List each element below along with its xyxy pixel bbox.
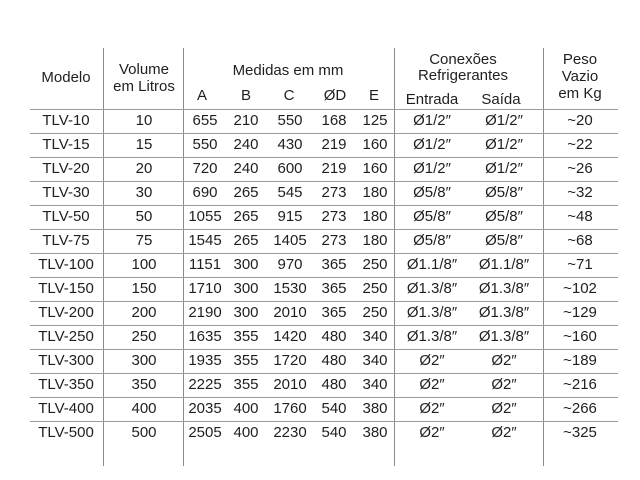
cell-volume: 100 bbox=[131, 256, 157, 273]
cell-entrada: Ø2″ bbox=[419, 376, 445, 393]
cell-entrada: Ø5/8″ bbox=[413, 232, 451, 249]
cell-a: 1545 bbox=[188, 232, 222, 249]
cell-volume: 400 bbox=[131, 400, 157, 417]
cell-d: 273 bbox=[321, 184, 347, 201]
cell-modelo: TLV-300 bbox=[38, 352, 94, 369]
cell-a: 1635 bbox=[188, 328, 222, 345]
header-modelo: Modelo bbox=[41, 69, 91, 86]
cell-peso: ~102 bbox=[563, 280, 597, 297]
row-divider bbox=[30, 301, 618, 302]
header-medidas: Medidas em mm bbox=[232, 62, 344, 79]
row-divider bbox=[30, 109, 618, 110]
cell-d: 540 bbox=[321, 424, 347, 441]
row-divider bbox=[30, 205, 618, 206]
cell-a: 2505 bbox=[188, 424, 222, 441]
cell-c: 1405 bbox=[273, 232, 307, 249]
cell-b: 355 bbox=[233, 328, 259, 345]
cell-volume: 15 bbox=[135, 136, 153, 153]
header-saida: Saída bbox=[481, 91, 521, 108]
cell-modelo: TLV-15 bbox=[42, 136, 90, 153]
cell-e: 250 bbox=[362, 304, 388, 321]
cell-peso: ~325 bbox=[563, 424, 597, 441]
cell-peso: ~216 bbox=[563, 376, 597, 393]
cell-entrada: Ø2″ bbox=[419, 400, 445, 417]
cell-e: 180 bbox=[362, 208, 388, 225]
cell-modelo: TLV-20 bbox=[42, 160, 90, 177]
cell-a: 655 bbox=[192, 112, 218, 129]
header-entrada: Entrada bbox=[405, 91, 459, 108]
cell-b: 240 bbox=[233, 160, 259, 177]
cell-saida: Ø1/2″ bbox=[485, 112, 523, 129]
cell-e: 340 bbox=[362, 376, 388, 393]
row-divider bbox=[30, 397, 618, 398]
cell-b: 400 bbox=[233, 424, 259, 441]
row-divider bbox=[30, 349, 618, 350]
cell-e: 340 bbox=[362, 352, 388, 369]
cell-volume: 350 bbox=[131, 376, 157, 393]
cell-b: 240 bbox=[233, 136, 259, 153]
cell-saida: Ø1.3/8″ bbox=[478, 280, 530, 297]
cell-volume: 150 bbox=[131, 280, 157, 297]
cell-d: 480 bbox=[321, 376, 347, 393]
cell-entrada: Ø1/2″ bbox=[413, 136, 451, 153]
cell-b: 355 bbox=[233, 352, 259, 369]
header-volume-line1: Volume bbox=[118, 61, 170, 78]
cell-a: 690 bbox=[192, 184, 218, 201]
cell-modelo: TLV-250 bbox=[38, 328, 94, 345]
cell-a: 720 bbox=[192, 160, 218, 177]
cell-a: 1055 bbox=[188, 208, 222, 225]
cell-a: 550 bbox=[192, 136, 218, 153]
cell-entrada: Ø1/2″ bbox=[413, 112, 451, 129]
cell-b: 300 bbox=[233, 280, 259, 297]
cell-c: 915 bbox=[277, 208, 303, 225]
cell-c: 430 bbox=[277, 136, 303, 153]
cell-saida: Ø5/8″ bbox=[485, 208, 523, 225]
cell-e: 250 bbox=[362, 280, 388, 297]
cell-peso: ~266 bbox=[563, 400, 597, 417]
cell-e: 340 bbox=[362, 328, 388, 345]
cell-saida: Ø1/2″ bbox=[485, 160, 523, 177]
cell-saida: Ø5/8″ bbox=[485, 232, 523, 249]
row-divider bbox=[30, 421, 618, 422]
cell-entrada: Ø2″ bbox=[419, 352, 445, 369]
row-divider bbox=[30, 373, 618, 374]
cell-modelo: TLV-100 bbox=[38, 256, 94, 273]
cell-volume: 10 bbox=[135, 112, 153, 129]
cell-c: 550 bbox=[277, 112, 303, 129]
cell-entrada: Ø5/8″ bbox=[413, 208, 451, 225]
cell-peso: ~20 bbox=[567, 112, 593, 129]
cell-a: 1935 bbox=[188, 352, 222, 369]
cell-a: 1710 bbox=[188, 280, 222, 297]
cell-d: 540 bbox=[321, 400, 347, 417]
cell-peso: ~160 bbox=[563, 328, 597, 345]
cell-modelo: TLV-150 bbox=[38, 280, 94, 297]
cell-d: 480 bbox=[321, 328, 347, 345]
cell-entrada: Ø2″ bbox=[419, 424, 445, 441]
row-divider bbox=[30, 229, 618, 230]
cell-peso: ~68 bbox=[567, 232, 593, 249]
cell-d: 273 bbox=[321, 232, 347, 249]
cell-peso: ~189 bbox=[563, 352, 597, 369]
cell-c: 2010 bbox=[273, 304, 307, 321]
header-peso-line2: Vazio bbox=[561, 68, 599, 85]
cell-b: 300 bbox=[233, 256, 259, 273]
cell-saida: Ø1.1/8″ bbox=[478, 256, 530, 273]
cell-volume: 20 bbox=[135, 160, 153, 177]
cell-e: 380 bbox=[362, 400, 388, 417]
cell-c: 1720 bbox=[273, 352, 307, 369]
cell-b: 300 bbox=[233, 304, 259, 321]
cell-modelo: TLV-200 bbox=[38, 304, 94, 321]
row-divider bbox=[30, 277, 618, 278]
cell-entrada: Ø1.3/8″ bbox=[406, 280, 458, 297]
cell-d: 219 bbox=[321, 160, 347, 177]
cell-e: 160 bbox=[362, 136, 388, 153]
header-col-e: E bbox=[368, 87, 379, 104]
cell-b: 355 bbox=[233, 376, 259, 393]
cell-a: 2225 bbox=[188, 376, 222, 393]
row-divider bbox=[30, 253, 618, 254]
cell-d: 365 bbox=[321, 280, 347, 297]
header-peso-line1: Peso bbox=[562, 51, 598, 68]
row-divider bbox=[30, 325, 618, 326]
cell-b: 265 bbox=[233, 208, 259, 225]
cell-peso: ~32 bbox=[567, 184, 593, 201]
cell-e: 160 bbox=[362, 160, 388, 177]
cell-e: 380 bbox=[362, 424, 388, 441]
cell-entrada: Ø1.1/8″ bbox=[406, 256, 458, 273]
cell-b: 400 bbox=[233, 400, 259, 417]
cell-saida: Ø5/8″ bbox=[485, 184, 523, 201]
cell-saida: Ø2″ bbox=[491, 424, 517, 441]
row-divider bbox=[30, 181, 618, 182]
cell-a: 2190 bbox=[188, 304, 222, 321]
cell-d: 480 bbox=[321, 352, 347, 369]
cell-saida: Ø1.3/8″ bbox=[478, 328, 530, 345]
cell-d: 168 bbox=[321, 112, 347, 129]
cell-d: 273 bbox=[321, 208, 347, 225]
cell-entrada: Ø1/2″ bbox=[413, 160, 451, 177]
cell-a: 2035 bbox=[188, 400, 222, 417]
cell-d: 365 bbox=[321, 256, 347, 273]
cell-modelo: TLV-50 bbox=[42, 208, 90, 225]
cell-c: 2230 bbox=[273, 424, 307, 441]
cell-c: 2010 bbox=[273, 376, 307, 393]
cell-d: 219 bbox=[321, 136, 347, 153]
column-divider bbox=[394, 48, 395, 466]
cell-volume: 500 bbox=[131, 424, 157, 441]
cell-e: 125 bbox=[362, 112, 388, 129]
cell-entrada: Ø5/8″ bbox=[413, 184, 451, 201]
header-conexoes-line2: Refrigerantes bbox=[417, 67, 509, 84]
header-col-b: B bbox=[240, 87, 251, 104]
cell-modelo: TLV-75 bbox=[42, 232, 90, 249]
cell-modelo: TLV-400 bbox=[38, 400, 94, 417]
cell-peso: ~71 bbox=[567, 256, 593, 273]
cell-c: 600 bbox=[277, 160, 303, 177]
cell-modelo: TLV-10 bbox=[42, 112, 90, 129]
cell-a: 1151 bbox=[188, 256, 222, 273]
cell-peso: ~22 bbox=[567, 136, 593, 153]
cell-saida: Ø2″ bbox=[491, 400, 517, 417]
cell-volume: 300 bbox=[131, 352, 157, 369]
cell-peso: ~26 bbox=[567, 160, 593, 177]
cell-d: 365 bbox=[321, 304, 347, 321]
cell-modelo: TLV-500 bbox=[38, 424, 94, 441]
cell-e: 250 bbox=[362, 256, 388, 273]
cell-c: 545 bbox=[277, 184, 303, 201]
cell-peso: ~48 bbox=[567, 208, 593, 225]
header-col-a: A bbox=[196, 87, 207, 104]
cell-saida: Ø2″ bbox=[491, 376, 517, 393]
cell-saida: Ø1/2″ bbox=[485, 136, 523, 153]
cell-volume: 200 bbox=[131, 304, 157, 321]
cell-saida: Ø1.3/8″ bbox=[478, 304, 530, 321]
header-conexoes-line1: Conexões bbox=[429, 51, 497, 68]
cell-entrada: Ø1.3/8″ bbox=[406, 328, 458, 345]
cell-b: 210 bbox=[233, 112, 259, 129]
cell-volume: 30 bbox=[135, 184, 153, 201]
cell-modelo: TLV-30 bbox=[42, 184, 90, 201]
cell-saida: Ø2″ bbox=[491, 352, 517, 369]
cell-peso: ~129 bbox=[563, 304, 597, 321]
cell-entrada: Ø1.3/8″ bbox=[406, 304, 458, 321]
header-col-c: C bbox=[283, 87, 295, 104]
cell-volume: 50 bbox=[135, 208, 153, 225]
header-col-d: ØD bbox=[323, 87, 347, 104]
cell-e: 180 bbox=[362, 184, 388, 201]
row-divider bbox=[30, 157, 618, 158]
row-divider bbox=[30, 133, 618, 134]
cell-b: 265 bbox=[233, 184, 259, 201]
cell-c: 1760 bbox=[273, 400, 307, 417]
cell-c: 970 bbox=[277, 256, 303, 273]
cell-e: 180 bbox=[362, 232, 388, 249]
cell-volume: 75 bbox=[135, 232, 153, 249]
cell-volume: 250 bbox=[131, 328, 157, 345]
cell-c: 1420 bbox=[273, 328, 307, 345]
header-peso-line3: em Kg bbox=[558, 85, 602, 102]
header-volume-line2: em Litros bbox=[113, 78, 175, 95]
cell-modelo: TLV-350 bbox=[38, 376, 94, 393]
cell-b: 265 bbox=[233, 232, 259, 249]
cell-c: 1530 bbox=[273, 280, 307, 297]
